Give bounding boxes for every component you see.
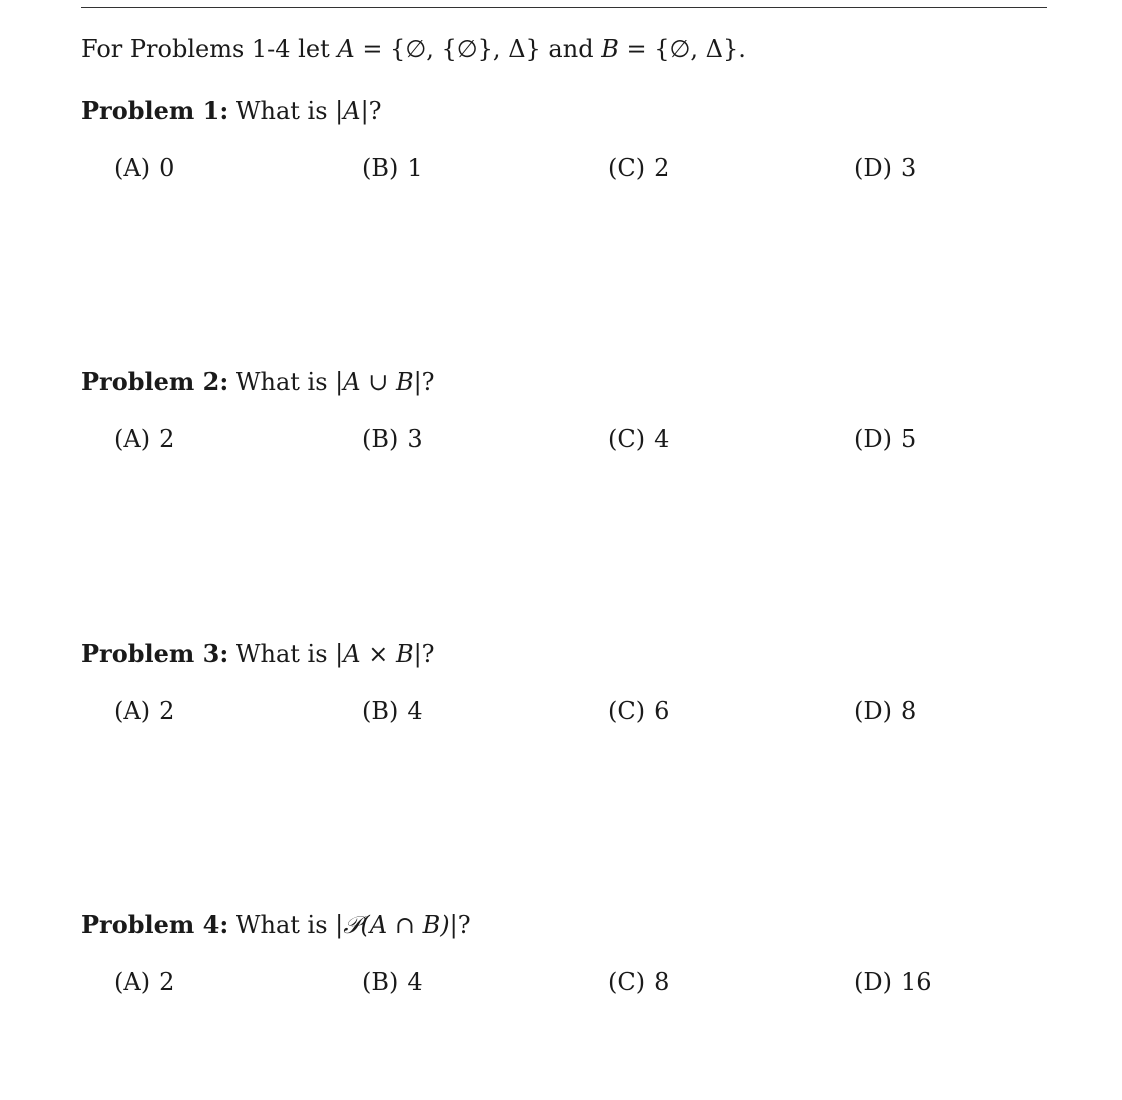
question-expression: |A × B| [335, 640, 422, 668]
problem-prompt [81, 637, 435, 671]
option-letter: (D) [854, 154, 892, 182]
option-a[interactable] [114, 694, 174, 728]
option-c[interactable] [608, 422, 669, 456]
option-value: 3 [407, 425, 423, 453]
option-value: 2 [159, 968, 175, 996]
answer-options [81, 422, 1047, 456]
option-c[interactable] [608, 694, 669, 728]
option-letter: (D) [854, 697, 892, 725]
problems-intro [81, 32, 746, 66]
question-end: ? [457, 911, 471, 939]
option-value: 4 [654, 425, 670, 453]
set-b-definition: = {∅, Δ}. [618, 35, 746, 63]
option-value: 6 [654, 697, 670, 725]
option-letter: (C) [608, 154, 646, 182]
option-a[interactable] [114, 965, 174, 999]
option-b[interactable] [362, 694, 423, 728]
question-expression: |A ∪ B| [335, 368, 422, 396]
set-b-name: B [601, 35, 619, 63]
option-b[interactable] [362, 965, 423, 999]
option-value: 5 [900, 425, 917, 453]
problem-prompt [81, 365, 435, 399]
option-value: 4 [407, 968, 423, 996]
option-letter: (B) [362, 154, 399, 182]
option-a[interactable] [114, 151, 174, 185]
problem-label: Problem 2: [81, 367, 229, 396]
question-lead: What is [235, 911, 336, 939]
option-letter: (A) [114, 968, 151, 996]
answer-options [81, 694, 1047, 728]
option-value: 1 [407, 154, 423, 182]
option-letter: (C) [608, 968, 646, 996]
question-lead: What is [235, 97, 336, 125]
option-letter: (C) [608, 425, 646, 453]
problem-prompt [81, 94, 382, 128]
intro-lead: For Problems 1-4 let [81, 35, 338, 63]
option-d[interactable] [854, 151, 916, 185]
option-value: 2 [159, 697, 175, 725]
option-letter: (A) [114, 154, 151, 182]
set-a-definition: = {∅, {∅}, Δ} [354, 35, 541, 63]
question-lead: What is [235, 640, 336, 668]
option-value: 3 [900, 154, 917, 182]
set-a-name: A [337, 35, 355, 63]
question-expression: |A| [335, 97, 369, 125]
question-end: ? [368, 97, 382, 125]
option-c[interactable] [608, 965, 669, 999]
problem-label: Problem 4: [81, 910, 229, 939]
option-letter: (D) [854, 425, 892, 453]
option-letter: (B) [362, 968, 399, 996]
option-value: 8 [900, 697, 917, 725]
option-value: 2 [159, 425, 175, 453]
option-d[interactable] [854, 965, 932, 999]
option-letter: (C) [608, 697, 646, 725]
option-value: 0 [159, 154, 175, 182]
option-a[interactable] [114, 422, 174, 456]
problem-label: Problem 3: [81, 639, 229, 668]
option-letter: (A) [114, 697, 151, 725]
question-end: ? [421, 368, 435, 396]
answer-options [81, 965, 1047, 999]
problem-label: Problem 1: [81, 96, 229, 125]
option-value: 8 [654, 968, 670, 996]
option-letter: (B) [362, 425, 399, 453]
option-letter: (B) [362, 697, 399, 725]
option-letter: (A) [114, 425, 151, 453]
option-d[interactable] [854, 422, 916, 456]
question-lead: What is [235, 368, 336, 396]
option-value: 16 [900, 968, 932, 996]
top-rule [81, 7, 1047, 8]
option-d[interactable] [854, 694, 916, 728]
problem-prompt [81, 908, 471, 942]
question-end: ? [421, 640, 435, 668]
option-b[interactable] [362, 151, 423, 185]
option-b[interactable] [362, 422, 423, 456]
option-value: 2 [654, 154, 670, 182]
intro-middle: and [540, 35, 602, 63]
option-value: 4 [407, 697, 423, 725]
option-letter: (D) [854, 968, 892, 996]
answer-options [81, 151, 1047, 185]
question-expression: |𝒫(A ∩ B)| [335, 911, 458, 939]
option-c[interactable] [608, 151, 669, 185]
